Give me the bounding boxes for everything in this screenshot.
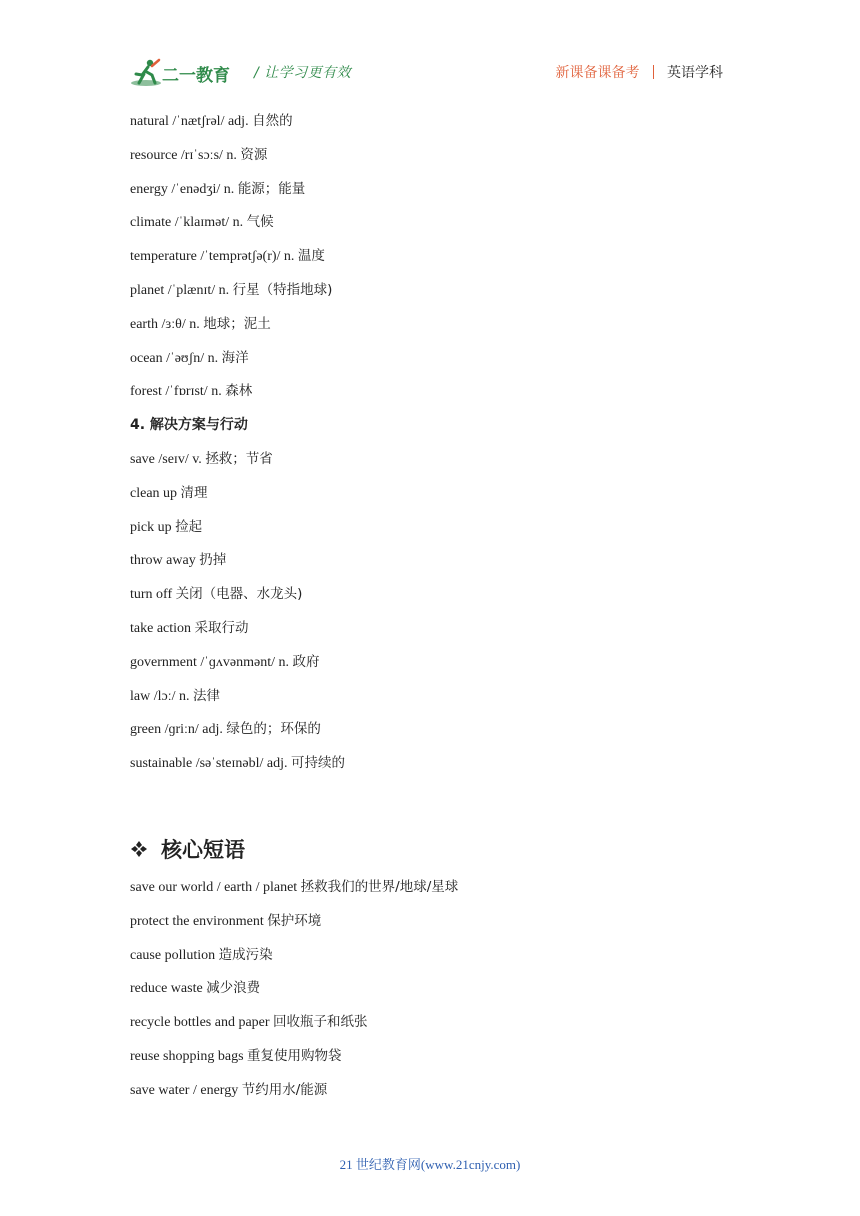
- item-chinese: 绿色的；环保的: [226, 721, 321, 738]
- item-chinese: 回收瓶子和纸张: [273, 1014, 368, 1031]
- item-english: save our world / earth / planet: [130, 880, 301, 895]
- item-chinese: 地球；泥土: [203, 315, 271, 332]
- subheading: 4. 解决方案与行动: [130, 417, 248, 433]
- list-item: [130, 247, 325, 266]
- page-header: [0, 0, 860, 100]
- item-english: energy /ˈenədʒi/ n.: [130, 181, 238, 197]
- list-item: [130, 450, 273, 469]
- item-english: pick up: [130, 519, 176, 535]
- list-item: [130, 112, 293, 131]
- list-item: [130, 1081, 327, 1100]
- list-item: [130, 1013, 368, 1032]
- item-chinese: 采取行动: [194, 620, 249, 636]
- item-chinese: 捡起: [175, 518, 203, 535]
- item-english: cause pollution: [130, 947, 219, 963]
- subject-label: 英语学科: [667, 65, 723, 81]
- section-title-text: 核心短语: [161, 838, 245, 862]
- list-item: [130, 720, 321, 739]
- item-english: throw away: [130, 553, 200, 569]
- diamond-bullet-icon: [130, 840, 148, 858]
- item-chinese: 行星（特指地球): [232, 282, 333, 298]
- footer: 21 世纪教育网(www.21cnjy.com): [339, 1157, 521, 1172]
- item-english: turn off: [130, 587, 176, 603]
- item-english: law /lɔː/ n.: [130, 688, 193, 704]
- item-english: climate /ˈklaɪmət/ n.: [130, 215, 247, 231]
- course-label: 新课备课备考: [555, 65, 640, 81]
- item-english: protect the environment: [130, 913, 268, 929]
- item-english: natural /ˈnætʃrəl/ adj.: [130, 114, 253, 129]
- list-item: [130, 551, 226, 570]
- item-chinese: 海洋: [221, 349, 249, 366]
- item-english: government /ˈɡʌvənmənt/ n.: [130, 654, 293, 670]
- item-chinese: 减少浪费: [206, 980, 261, 997]
- list-item: [130, 1047, 342, 1066]
- list-item: [130, 687, 220, 706]
- list-item: [130, 315, 271, 334]
- list-item: [130, 213, 274, 232]
- list-item: [130, 653, 320, 672]
- list-item: [130, 585, 302, 604]
- header-right: [556, 62, 724, 82]
- list-item: [130, 912, 321, 931]
- list-item: [130, 979, 260, 998]
- item-chinese: 拯救；节省: [205, 451, 273, 467]
- list-item: [130, 281, 332, 300]
- item-chinese: 清理: [180, 484, 208, 501]
- item-chinese: 能源；能量: [237, 180, 306, 197]
- item-chinese: 保护环境: [267, 912, 322, 929]
- item-english: planet /ˈplænɪt/ n.: [130, 283, 233, 298]
- header-divider: [653, 65, 655, 79]
- logo-icon: [128, 56, 240, 90]
- item-chinese: 政府: [292, 653, 320, 670]
- item-chinese: 森林: [225, 383, 253, 400]
- item-english: clean up: [130, 485, 181, 501]
- item-english: resource /rɪˈsɔːs/ n.: [130, 147, 241, 163]
- item-chinese: 关闭（电器、水龙头): [175, 586, 303, 603]
- item-chinese: 法律: [193, 687, 220, 704]
- item-english: save water / energy: [130, 1082, 242, 1098]
- slogan: / 让学习更有效: [254, 65, 352, 81]
- list-item: [130, 180, 305, 199]
- item-english: take action: [130, 621, 195, 636]
- list-item: [130, 946, 273, 965]
- list-item: [130, 146, 267, 165]
- list-item: [130, 349, 249, 368]
- item-english: earth /ɜːθ/ n.: [130, 316, 204, 332]
- item-chinese: 造成污染: [218, 946, 273, 963]
- list-item: [130, 619, 249, 638]
- item-english: temperature /ˈtemprətʃə(r)/ n.: [130, 249, 298, 265]
- item-chinese: 重复使用购物袋: [247, 1048, 342, 1064]
- item-chinese: 资源: [240, 146, 268, 163]
- list-item: [130, 878, 458, 897]
- item-chinese: 温度: [297, 248, 325, 265]
- item-chinese: 自然的: [252, 113, 293, 129]
- logo-text: 二一教育: [162, 66, 230, 86]
- item-chinese: 拯救我们的世界/地球/星球: [300, 879, 459, 895]
- item-chinese: 节约用水/能源: [241, 1081, 328, 1098]
- item-english: ocean /ˈəʊʃn/ n.: [130, 350, 222, 366]
- item-english: recycle bottles and paper: [130, 1015, 274, 1031]
- item-english: sustainable /səˈsteɪnəbl/ adj.: [130, 756, 291, 772]
- list-item: [130, 382, 252, 401]
- list-item: [130, 484, 208, 503]
- item-chinese: 扔掉: [199, 552, 227, 569]
- item-english: forest /ˈfɒrɪst/ n.: [130, 384, 226, 400]
- item-chinese: 可持续的: [290, 755, 345, 772]
- item-english: green /ɡriːn/ adj.: [130, 722, 227, 738]
- item-english: reuse shopping bags: [130, 1049, 248, 1064]
- section-title: [130, 834, 245, 864]
- item-english: save /seɪv/ v.: [130, 452, 206, 467]
- item-chinese: 气候: [246, 214, 274, 231]
- item-english: reduce waste: [130, 981, 207, 997]
- list-item: [130, 518, 202, 537]
- list-item: [130, 754, 345, 773]
